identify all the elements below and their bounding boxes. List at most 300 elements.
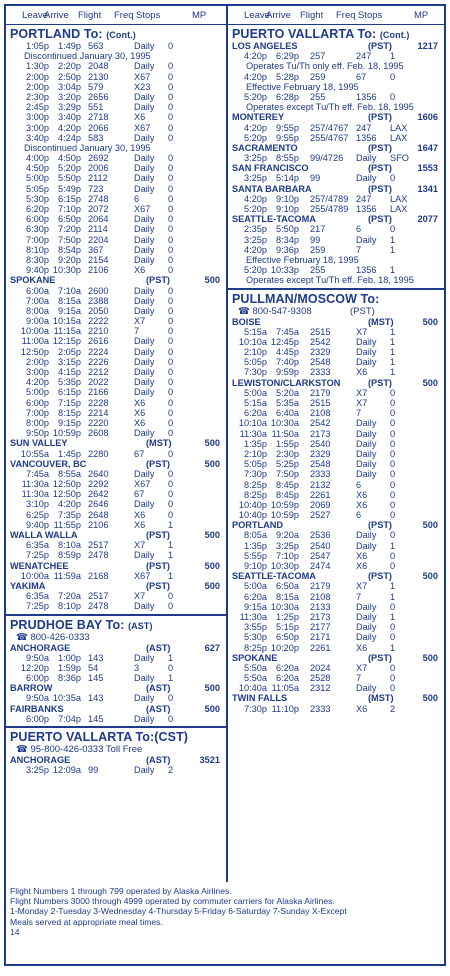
flight-row xyxy=(6,173,226,183)
leave-time: 4:20p xyxy=(244,193,267,204)
leave-time: 5:15a xyxy=(244,398,267,408)
frequency: Daily xyxy=(134,336,155,347)
frequency: Daily xyxy=(134,367,155,377)
stops: 0 xyxy=(168,591,174,602)
mileage-points: 500 xyxy=(422,571,438,582)
leave-time: 6:20a xyxy=(244,408,267,419)
frequency: 1356 xyxy=(356,91,377,102)
flight-row xyxy=(228,265,444,275)
frequency: 7 xyxy=(356,673,362,684)
frequency: 6 xyxy=(356,224,362,235)
flight-row xyxy=(228,72,444,82)
frequency: X67 xyxy=(134,122,151,133)
flight-row xyxy=(228,490,444,500)
header-flight: Flight xyxy=(78,10,102,21)
destination-row xyxy=(6,561,226,571)
arrive-time: 8:36p xyxy=(58,673,81,684)
phone-number: ☎ 800-547-9308 xyxy=(238,305,312,317)
destination-row xyxy=(6,438,226,448)
flight-number: 2536 xyxy=(310,530,331,541)
flight-number: 2177 xyxy=(310,622,331,633)
stops: 0 xyxy=(168,204,174,214)
arrive-time: 8:45p xyxy=(276,479,299,490)
frequency: X6 xyxy=(134,417,146,428)
destination-row xyxy=(228,520,444,530)
arrive-time: 10:20p xyxy=(270,642,299,653)
flight-row xyxy=(228,541,444,551)
frequency: X67 xyxy=(134,570,151,581)
stops: 0 xyxy=(390,530,396,541)
frequency: X7 xyxy=(134,540,146,551)
arrive-time: 7:40p xyxy=(276,357,299,368)
flight-number: 2108 xyxy=(310,591,331,602)
stops: 0 xyxy=(168,112,174,123)
frequency: 6 xyxy=(134,193,140,204)
frequency: Daily xyxy=(134,214,155,225)
arrive-time: 9:10p xyxy=(276,193,299,204)
mileage-points: 627 xyxy=(204,642,220,653)
stops: 0 xyxy=(168,234,174,245)
stops: 0 xyxy=(390,662,396,673)
flight-number: 2329 xyxy=(310,347,331,358)
stops: 1 xyxy=(390,234,396,245)
destination-row xyxy=(6,755,226,765)
destination-name: YAKIMA xyxy=(10,580,46,591)
footnotes xyxy=(10,886,440,937)
stops: 0 xyxy=(168,346,174,357)
timezone: (AST) xyxy=(146,703,171,714)
arrive-time: 12:50p xyxy=(52,479,81,490)
destination-row xyxy=(228,653,444,663)
flight-row xyxy=(6,347,226,357)
arrive-time: 4:50p xyxy=(58,153,81,164)
frequency: Daily xyxy=(134,285,155,296)
mileage-points: 500 xyxy=(204,458,220,469)
arrive-time: 5:50p xyxy=(58,173,81,184)
leave-time: 5:00a xyxy=(244,581,267,592)
frequency: Daily xyxy=(134,305,155,316)
stops: 0 xyxy=(390,224,396,235)
arrive-time: 7:35p xyxy=(58,509,81,520)
arrive-time: 7:20p xyxy=(58,224,81,235)
leave-time: 3:00p xyxy=(26,112,49,123)
stops: 0 xyxy=(168,448,174,459)
stops: 0 xyxy=(168,153,174,164)
destination-name: LEWISTON/CLARKSTON xyxy=(232,377,341,388)
timezone: (PST) xyxy=(368,571,392,582)
flight-number: 2114 xyxy=(88,224,108,235)
header-freq: Freq xyxy=(336,10,356,21)
arrive-time: 1:59p xyxy=(58,662,81,673)
frequency: X6 xyxy=(356,642,368,653)
flight-row xyxy=(228,500,444,510)
stops: 0 xyxy=(168,81,174,92)
stops: 1 xyxy=(390,347,396,358)
stops: 0 xyxy=(390,387,396,398)
leave-time: 5:55p xyxy=(244,550,267,561)
arrive-time: 12:45p xyxy=(270,336,299,347)
leave-time: 12:50p xyxy=(20,346,49,357)
frequency: Daily xyxy=(356,601,377,612)
stops: 1 xyxy=(390,540,396,551)
stops: 0 xyxy=(168,367,174,377)
arrive-time: 3:29p xyxy=(58,102,81,113)
frequency: Daily xyxy=(134,295,155,306)
leave-time: 9:50p xyxy=(26,428,49,439)
leave-time: 9:50a xyxy=(26,652,49,663)
leave-time: 2:10p xyxy=(244,448,267,459)
section-title-text: PRUDHOE BAY To: xyxy=(10,617,125,632)
destination-name: VANCOUVER, BC xyxy=(10,458,87,469)
stops: 0 xyxy=(168,377,174,388)
leave-time: 7:30p xyxy=(244,703,267,714)
phone-line xyxy=(16,632,226,643)
flight-number: 2214 xyxy=(88,407,109,418)
flight-number: 2112 xyxy=(88,173,108,184)
stops: 0 xyxy=(168,244,174,255)
flight-row xyxy=(6,306,226,316)
leave-time: 6:00p xyxy=(26,673,49,684)
frequency: Daily xyxy=(356,530,377,541)
flight-row xyxy=(6,418,226,428)
stops: 0 xyxy=(168,305,174,316)
flight-row xyxy=(6,133,226,143)
arrive-time: 4:20p xyxy=(58,122,81,133)
flight-number: 2748 xyxy=(88,193,109,204)
flight-row xyxy=(6,163,226,173)
arrive-time: 8:10p xyxy=(58,601,81,612)
stops: 0 xyxy=(168,132,174,143)
flight-row xyxy=(6,499,226,509)
leave-time: 9:00a xyxy=(26,316,49,327)
stops: LAX xyxy=(390,193,408,204)
arrive-time: 6:50p xyxy=(276,632,299,643)
leave-time: 6:00p xyxy=(26,397,49,408)
leave-time: 8:00p xyxy=(26,417,49,428)
flight-row xyxy=(6,245,226,255)
footnote-line: 1-Monday 2-Tuesday 3-Wednesday 4-Thursday 5-Friday 6-Saturday 7-Sunday X-Except xyxy=(10,906,347,917)
flight-number: 2547 xyxy=(310,550,331,561)
stops: 0 xyxy=(168,163,174,174)
destination-name: ANCHORAGE xyxy=(10,755,71,765)
flight-row xyxy=(228,429,444,439)
leave-time: 7:25p xyxy=(26,601,49,612)
leave-time: 4:50p xyxy=(26,163,49,174)
leave-time: 7:25p xyxy=(26,550,49,561)
header-leave: Leave xyxy=(22,10,48,21)
leave-time: 12:20p xyxy=(20,662,49,673)
arrive-time: 10:33p xyxy=(270,265,299,276)
flight-row xyxy=(228,643,444,653)
flight-row xyxy=(228,347,444,357)
timezone: (MST) xyxy=(368,693,394,704)
frequency: X6 xyxy=(134,509,146,520)
section-title-sub: (AST) xyxy=(128,620,153,631)
frequency: 1356 xyxy=(356,204,377,214)
flight-number: 99 xyxy=(310,173,321,184)
flight-number: 2171 xyxy=(310,632,331,643)
frequency: 7 xyxy=(134,326,140,337)
flight-number: 2173 xyxy=(310,611,331,622)
stops: 0 xyxy=(168,336,174,347)
arrive-time: 11:05a xyxy=(271,683,299,694)
leave-time: 5:05p xyxy=(244,357,267,368)
frequency: 67 xyxy=(356,71,367,82)
section-title xyxy=(10,730,226,744)
timezone: (AST) xyxy=(146,755,171,765)
arrive-time: 7:20a xyxy=(58,591,81,602)
flight-row xyxy=(228,133,444,143)
arrive-time: 7:50p xyxy=(58,234,81,245)
stops: 0 xyxy=(168,326,174,337)
leave-time: 2:00p xyxy=(26,356,49,367)
frequency: Daily xyxy=(134,91,155,102)
stops: 1 xyxy=(390,642,396,653)
leave-time: 1:30p xyxy=(26,61,49,72)
frequency: X6 xyxy=(356,367,368,378)
frequency: Daily xyxy=(356,357,377,368)
leave-time: 10:10a xyxy=(238,418,267,429)
flight-row xyxy=(6,601,226,611)
leave-time: 6:35a xyxy=(26,591,49,602)
frequency: X6 xyxy=(356,561,368,571)
leave-time: 10:40p xyxy=(238,499,267,510)
flight-number: 2600 xyxy=(88,285,109,296)
leave-time: 5:20p xyxy=(244,204,267,214)
left-column xyxy=(6,6,228,882)
flight-row xyxy=(6,184,226,194)
arrive-time: 8:15a xyxy=(276,591,299,602)
flight-row xyxy=(6,591,226,601)
header-freq: Freq xyxy=(114,10,134,21)
flight-row xyxy=(6,194,226,204)
flight-number: 2261 xyxy=(310,489,331,500)
stops: 1 xyxy=(390,265,396,276)
section-title-text: PUERTO VALLARTA To: xyxy=(232,27,377,41)
frequency: Daily xyxy=(134,468,155,479)
arrive-time: 5:50p xyxy=(276,224,299,235)
frequency: X7 xyxy=(356,326,368,337)
stops: 1 xyxy=(390,326,396,337)
arrive-time: 9:59p xyxy=(276,367,299,378)
arrive-time: 6:20a xyxy=(276,662,299,673)
flight-number: 99 xyxy=(88,765,99,776)
flight-number: 2540 xyxy=(310,438,331,449)
destination-name: ANCHORAGE xyxy=(10,642,71,653)
destination-name: SACRAMENTO xyxy=(232,142,298,153)
arrive-time: 8:15a xyxy=(58,295,81,306)
leave-time: 8:25p xyxy=(244,489,267,500)
stops: 0 xyxy=(168,173,174,184)
leave-time: 2:00p xyxy=(26,71,49,82)
frequency: Daily xyxy=(356,438,377,449)
flight-number: 2718 xyxy=(88,112,109,123)
leave-time: 5:30p xyxy=(26,193,49,204)
flight-number: 583 xyxy=(88,132,104,143)
mileage-points: 500 xyxy=(204,275,220,286)
flight-number: 255 xyxy=(310,91,326,102)
arrive-time: 5:35a xyxy=(276,398,299,408)
header-mp: MP xyxy=(414,10,429,21)
destination-name: BARROW xyxy=(10,683,53,694)
destination-row xyxy=(228,41,444,51)
leave-time: 11:30a xyxy=(239,428,267,439)
mileage-points: 1553 xyxy=(417,163,438,174)
flight-number: 563 xyxy=(88,41,104,51)
frequency: Daily xyxy=(134,132,155,143)
timezone: (PST) xyxy=(368,377,392,388)
frequency: Daily xyxy=(134,173,155,184)
arrive-time: 10:59p xyxy=(270,510,299,521)
frequency: Daily xyxy=(356,540,377,551)
footnote-line: Flight Numbers 1 through 799 operated by Alaska Airlines. xyxy=(10,886,232,896)
flight-number: 217 xyxy=(310,224,326,235)
flight-number: 2106 xyxy=(88,265,109,276)
frequency: Daily xyxy=(134,61,155,72)
stops: 0 xyxy=(168,265,174,276)
frequency: Daily xyxy=(134,428,155,439)
flight-row xyxy=(6,357,226,367)
frequency: 6 xyxy=(356,510,362,521)
frequency: Daily xyxy=(134,356,155,367)
leave-time: 5:20p xyxy=(244,265,267,276)
arrive-time: 3:25p xyxy=(276,540,299,551)
arrive-time: 6:15p xyxy=(58,193,81,204)
leave-time: 5:50a xyxy=(244,673,267,684)
frequency: Daily xyxy=(134,765,155,776)
frequency: Daily xyxy=(134,224,155,235)
leave-time: 9:10p xyxy=(244,561,267,571)
stops: 0 xyxy=(168,489,174,500)
destination-row xyxy=(6,530,226,540)
frequency: Daily xyxy=(356,234,377,245)
stops: 0 xyxy=(168,193,174,204)
leave-time: 5:00p xyxy=(26,387,49,398)
frequency: Daily xyxy=(134,499,155,510)
arrive-time: 8:59p xyxy=(58,550,81,561)
flight-row xyxy=(228,551,444,561)
frequency: Daily xyxy=(356,173,377,184)
arrive-time: 4:20p xyxy=(58,499,81,510)
arrive-time: 2:30p xyxy=(276,448,299,459)
arrive-time: 9:15p xyxy=(58,417,81,428)
frequency: X67 xyxy=(134,71,151,82)
destination-row xyxy=(6,643,226,653)
stops: 0 xyxy=(390,561,396,571)
flight-number: 2548 xyxy=(310,459,331,470)
flight-row xyxy=(6,520,226,530)
frequency: Daily xyxy=(134,163,155,174)
flight-row xyxy=(6,214,226,224)
phone-line xyxy=(238,306,444,317)
frequency: X7 xyxy=(134,316,146,327)
arrive-time: 12:09a xyxy=(52,765,81,776)
flight-number: 2542 xyxy=(310,336,331,347)
flight-number: 2166 xyxy=(88,387,109,398)
stops: 0 xyxy=(168,499,174,510)
flight-row xyxy=(6,367,226,377)
flight-number: 2648 xyxy=(88,509,109,520)
flight-row xyxy=(228,622,444,632)
leave-time: 8:25p xyxy=(244,479,267,490)
stops: 0 xyxy=(390,438,396,449)
destination-row xyxy=(228,214,444,224)
frequency: X67 xyxy=(134,204,151,214)
section-title xyxy=(10,27,226,41)
leave-time: 2:00p xyxy=(26,81,49,92)
stops: 0 xyxy=(168,41,174,51)
flight-number: 255/4789 xyxy=(310,204,349,214)
flight-row xyxy=(228,439,444,449)
arrive-time: 5:20a xyxy=(276,387,299,398)
flight-row xyxy=(6,153,226,163)
destination-row xyxy=(228,184,444,194)
flight-number: 2108 xyxy=(310,408,331,419)
flight-number: 259 xyxy=(310,71,326,82)
flight-number: 255/4767 xyxy=(310,132,349,143)
flight-row xyxy=(228,327,444,337)
arrive-time: 5:20p xyxy=(58,163,81,174)
frequency: X7 xyxy=(134,591,146,602)
leave-time: 7:30p xyxy=(244,367,267,378)
flight-number: 2656 xyxy=(88,91,109,102)
flight-number: 2515 xyxy=(310,326,331,337)
timezone: (PST) xyxy=(368,112,392,123)
stops: 0 xyxy=(168,61,174,72)
frequency: Daily xyxy=(134,652,155,663)
leave-time: 9:40p xyxy=(26,265,49,276)
stops: 0 xyxy=(168,356,174,367)
frequency: Daily xyxy=(134,673,155,684)
frequency: Daily xyxy=(134,41,155,51)
arrive-time: 4:45p xyxy=(276,347,299,358)
flight-row xyxy=(6,336,226,346)
leave-time: 6:00p xyxy=(26,214,49,225)
frequency: Daily xyxy=(356,611,377,622)
frequency: Daily xyxy=(134,254,155,265)
leave-time: 10:40a xyxy=(238,683,267,694)
timetable-page xyxy=(4,4,446,966)
flight-row xyxy=(6,235,226,245)
frequency: Daily xyxy=(356,632,377,643)
schedule-note: Effective February 18, 1995 xyxy=(246,254,359,265)
flight-number: 2130 xyxy=(88,71,109,82)
column-header xyxy=(228,6,444,25)
arrive-time: 6:40a xyxy=(276,408,299,419)
stops: 0 xyxy=(168,91,174,102)
flight-row xyxy=(6,41,226,51)
frequency: X6 xyxy=(134,112,146,123)
leave-time: 2:35p xyxy=(244,224,267,235)
flight-number: 2066 xyxy=(88,122,109,133)
leave-time: 5:15a xyxy=(244,326,267,337)
flight-number: 2222 xyxy=(88,316,109,327)
stops: 0 xyxy=(168,479,174,490)
stops: 0 xyxy=(168,71,174,82)
frequency: X7 xyxy=(356,581,368,592)
stops: 0 xyxy=(390,479,396,490)
destination-name: WALLA WALLA xyxy=(10,530,78,540)
leave-time: 6:30p xyxy=(26,224,49,235)
flight-number: 2022 xyxy=(88,377,109,388)
mileage-points: 1341 xyxy=(417,183,438,194)
flight-number: 2333 xyxy=(310,703,331,714)
stops: 1 xyxy=(168,673,174,684)
section-divider xyxy=(6,726,226,728)
frequency: 7 xyxy=(356,244,362,255)
schedule-note: Operates except Tu/Th eff. Feb. 18, 1995 xyxy=(246,275,414,286)
flight-row xyxy=(228,388,444,398)
